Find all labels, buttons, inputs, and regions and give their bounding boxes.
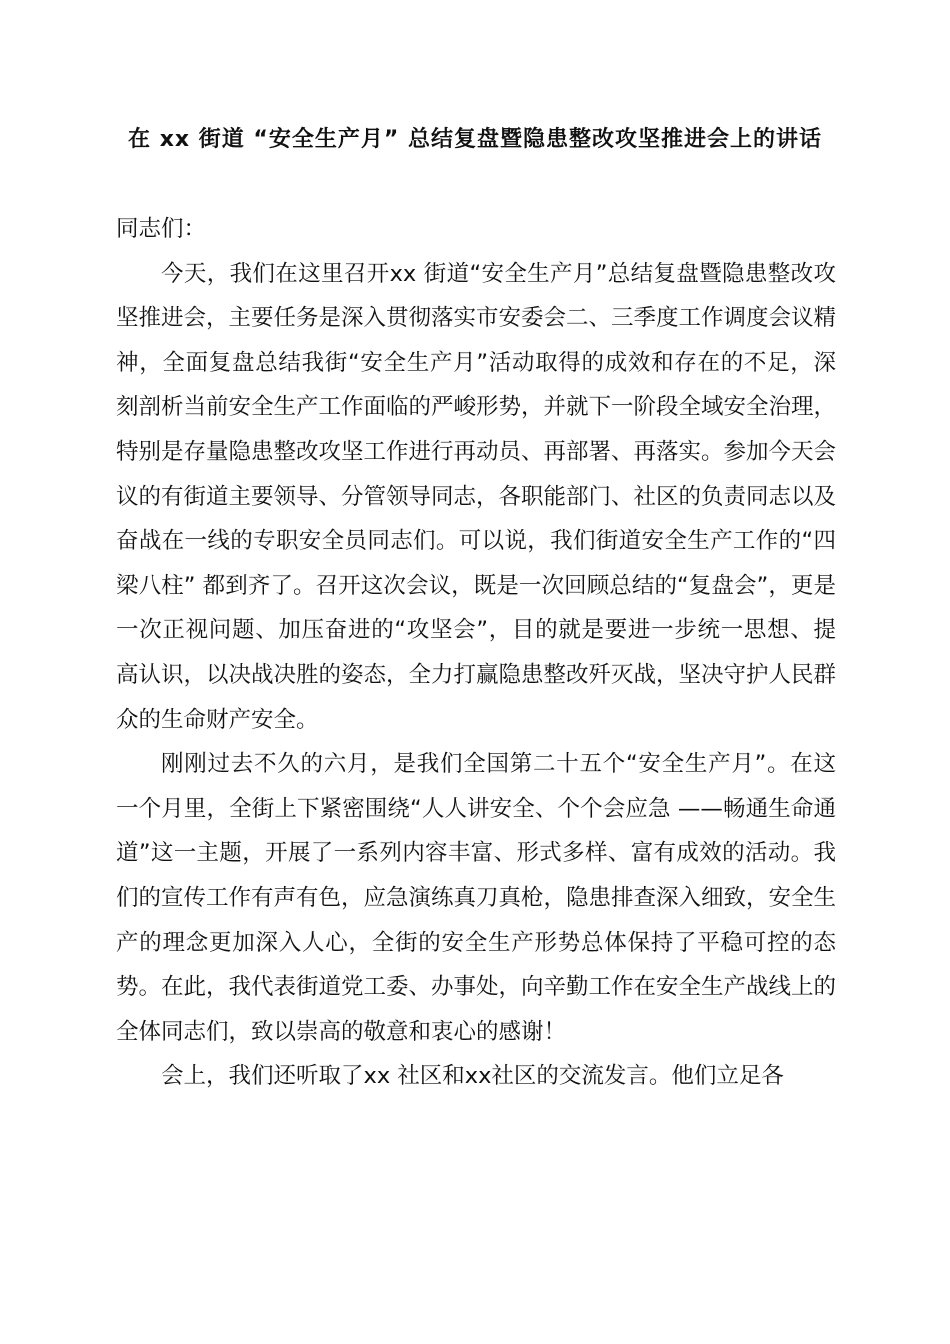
document-title: 在 xx 街道 “安全生产月” 总结复盘暨隐患整改攻坚推进会上的讲话: [128, 127, 822, 152]
salutation: 同志们：: [116, 216, 207, 242]
document-body: [116, 207, 836, 1099]
paragraph-1: 今天，我们在这里召开xx 街道“安全生产月”总结复盘暨隐患整改攻坚推进会，主要任务是深入贯彻落实市安委会二、三季度工作调度会议精神，全面复盘总结我街“安全生产月”活动取得的成效和存在的不足，深刻剖析当前安全生产工作面临的严峻形势，并就下一阶段全域安全治理，特别是存量隐患整改攻坚工作进行再动员、再部署、再落实。参加今天会议的有街道主要领导、分管领导同志，各职能部门、社区的负责同志以及奋战在一线的专职安全员同志们。可以说，我们街道安全生产工作的“四梁八柱” 都到齐了。召开这次会议，既是一次回顾总结的“复盘会”，更是一次正视问题、加压奋进的“攻坚会”，目的就是要进一步统一思想、提高认识，以决战决胜的姿态，全力打赢隐患整改歼灭战，坚决守护人民群众的生命财产安全。: [116, 260, 837, 733]
paragraph-3: 会上，我们还听取了xx 社区和xx社区的交流发言。他们立足各: [161, 1063, 784, 1090]
paragraph-2: 刚刚过去不久的六月，是我们全国第二十五个“安全生产月”。在这一个月里，全街上下紧密围绕“人人讲安全、个个会应急 ——畅通生命通道”这一主题，开展了一系列内容丰富、形式多样、富有成效的活动。我们的宣传工作有声有色，应急演练真刀真枪，隐患排查深入细致，安全生产的理念更加深入人心，全街的安全生产形势总体保持了平稳可控的态势。在此，我代表街道党工委、办事处，向辛勤工作在安全生产战线上的全体同志们，致以崇高的敬意和衷心的感谢！: [116, 751, 837, 1045]
